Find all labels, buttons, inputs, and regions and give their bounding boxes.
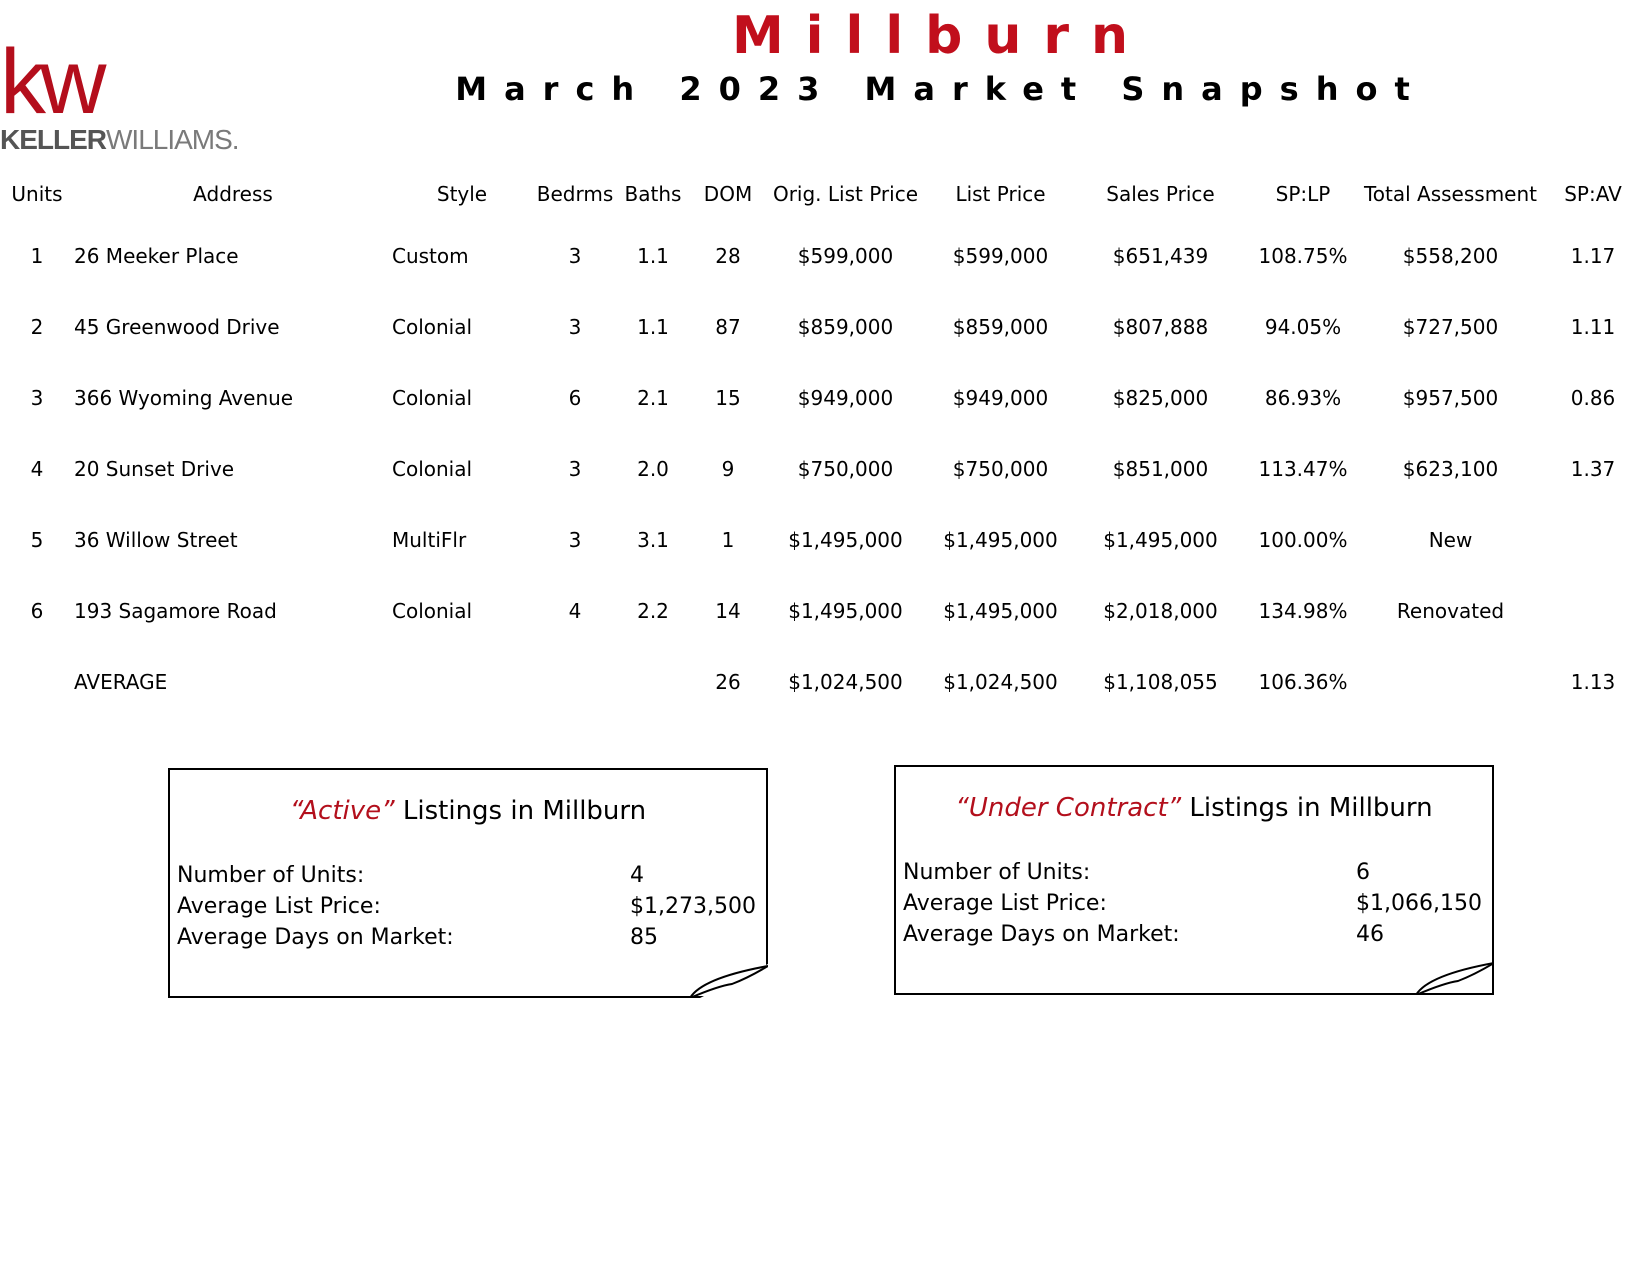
cell-dom: 14 <box>715 598 741 623</box>
stat-value: 46 <box>1356 922 1384 947</box>
cell-sp-av: 0.86 <box>1570 385 1616 410</box>
average-label: AVERAGE <box>74 669 168 694</box>
stat-value: 85 <box>630 925 658 950</box>
cell-total-assessment: $727,500 <box>1402 314 1499 339</box>
active-card-highlight: “Active” <box>289 796 395 826</box>
table-row <box>0 291 1648 362</box>
cell-sp-av <box>1538 575 1648 646</box>
active-listings-card <box>168 768 768 998</box>
under-contract-card-title <box>896 793 1492 823</box>
logo-wordmark <box>0 124 239 156</box>
col-header-address: Address <box>193 182 273 206</box>
cell-address: 366 Wyoming Avenue <box>74 385 294 410</box>
stat-label: Average List Price: <box>177 894 381 919</box>
col-header-list-price: List Price <box>955 182 1046 206</box>
cell-bedrooms: 3 <box>568 243 582 268</box>
cell-dom: 9 <box>721 456 735 481</box>
average-row <box>0 646 1648 717</box>
table-header-row <box>0 168 1648 220</box>
cell-dom: 1 <box>721 527 735 552</box>
stat-label: Number of Units: <box>903 860 1091 885</box>
cell-bedrooms: 3 <box>568 527 582 552</box>
cell-bedrooms: 3 <box>568 314 582 339</box>
cell-bedrooms: 6 <box>568 385 582 410</box>
cell-total-assessment: $957,500 <box>1402 385 1499 410</box>
table-row <box>0 362 1648 433</box>
active-card-title <box>170 796 766 826</box>
cell-style: Colonial <box>392 314 473 339</box>
stat-row <box>177 860 757 891</box>
cell-style: Custom <box>392 243 469 268</box>
cell-sp-lp: 100.00% <box>1258 527 1348 552</box>
under-contract-card-stats <box>903 857 1483 950</box>
cell-dom: 87 <box>715 314 741 339</box>
stat-row <box>903 888 1483 919</box>
col-header-baths: Baths <box>624 182 682 206</box>
stat-row <box>903 857 1483 888</box>
stat-row <box>177 891 757 922</box>
avg-list-price: $1,024,500 <box>943 669 1058 694</box>
cell-style: Colonial <box>392 598 473 623</box>
cell-sp-lp: 108.75% <box>1258 243 1348 268</box>
cell-orig-list-price: $859,000 <box>797 314 894 339</box>
active-card-title-text: Listings in Millburn <box>394 796 647 826</box>
cell-baths: 1.1 <box>637 314 669 339</box>
cell-total-assessment: $558,200 <box>1402 243 1499 268</box>
cell-unit: 2 <box>30 314 44 339</box>
cell-sp-lp: 113.47% <box>1258 456 1348 481</box>
cell-sales-price: $807,888 <box>1112 314 1209 339</box>
avg-orig-list-price: $1,024,500 <box>788 669 903 694</box>
under-contract-card-highlight: “Under Contract” <box>955 793 1182 823</box>
cell-sp-lp: 134.98% <box>1258 598 1348 623</box>
under-contract-listings-card <box>894 765 1494 995</box>
cell-list-price: $599,000 <box>952 243 1049 268</box>
avg-sales-price: $1,108,055 <box>1103 669 1218 694</box>
cell-baths: 1.1 <box>637 243 669 268</box>
page-curl-icon <box>688 964 768 998</box>
cell-orig-list-price: $599,000 <box>797 243 894 268</box>
cell-list-price: $949,000 <box>952 385 1049 410</box>
cell-style: MultiFlr <box>392 527 467 552</box>
cell-baths <box>618 646 688 717</box>
cell-sales-price: $2,018,000 <box>1103 598 1218 623</box>
cell-sp-lp: 94.05% <box>1264 314 1342 339</box>
cell-bedrooms: 3 <box>568 456 582 481</box>
col-header-units: Units <box>11 182 63 206</box>
under-contract-card-title-text: Listings in Millburn <box>1181 793 1433 823</box>
cell-total-assessment: New <box>1428 527 1473 552</box>
cell-list-price: $1,495,000 <box>943 598 1058 623</box>
page-subtitle: March 2023 Market Snapshot <box>455 70 1427 108</box>
stat-value: 6 <box>1356 860 1370 885</box>
sales-table <box>0 168 1648 717</box>
stat-value: 4 <box>630 863 644 888</box>
logo-name-rest: WILLIAMS. <box>106 124 239 155</box>
cell-unit <box>0 646 74 717</box>
cell-unit: 3 <box>30 385 44 410</box>
table-row <box>0 433 1648 504</box>
avg-sp-lp: 106.36% <box>1258 669 1348 694</box>
kw-logo-mark: kw <box>0 31 101 133</box>
cell-baths: 2.1 <box>637 385 669 410</box>
col-header-orig-list-price: Orig. List Price <box>772 182 919 206</box>
col-header-bedrooms: Bedrms <box>536 182 614 206</box>
stat-label: Number of Units: <box>177 863 365 888</box>
cell-list-price: $859,000 <box>952 314 1049 339</box>
cell-style: Colonial <box>392 456 473 481</box>
cell-total-assessment <box>1363 646 1538 717</box>
stat-value: $1,273,500 <box>630 894 756 919</box>
cell-orig-list-price: $1,495,000 <box>788 527 903 552</box>
table-row <box>0 220 1648 291</box>
cell-address: 193 Sagamore Road <box>74 598 277 623</box>
cell-sales-price: $1,495,000 <box>1103 527 1218 552</box>
cell-bedrooms: 4 <box>568 598 582 623</box>
col-header-sp-lp: SP:LP <box>1275 182 1331 206</box>
stat-row <box>177 922 757 953</box>
cell-baths: 2.0 <box>637 456 669 481</box>
cell-list-price: $750,000 <box>952 456 1049 481</box>
col-header-sp-av: SP:AV <box>1564 182 1622 206</box>
col-header-sales-price: Sales Price <box>1106 182 1215 206</box>
stat-label: Average Days on Market: <box>177 925 454 950</box>
cell-sales-price: $651,439 <box>1112 243 1209 268</box>
cell-dom: 28 <box>715 243 741 268</box>
cell-unit: 1 <box>30 243 44 268</box>
avg-dom: 26 <box>715 669 741 694</box>
cell-address: 36 Willow Street <box>74 527 238 552</box>
cell-orig-list-price: $750,000 <box>797 456 894 481</box>
cell-sales-price: $851,000 <box>1112 456 1209 481</box>
cell-address: 26 Meeker Place <box>74 243 239 268</box>
cell-baths: 3.1 <box>637 527 669 552</box>
cell-unit: 4 <box>30 456 44 481</box>
col-header-style: Style <box>436 182 488 206</box>
cell-sales-price: $825,000 <box>1112 385 1209 410</box>
cell-style: Colonial <box>392 385 473 410</box>
cell-sp-av: 1.37 <box>1570 456 1616 481</box>
cell-address: 45 Greenwood Drive <box>74 314 280 339</box>
stat-label: Average Days on Market: <box>903 922 1180 947</box>
cell-list-price: $1,495,000 <box>943 527 1058 552</box>
cell-orig-list-price: $1,495,000 <box>788 598 903 623</box>
stat-row <box>903 919 1483 950</box>
cell-total-assessment: $623,100 <box>1402 456 1499 481</box>
avg-sp-av: 1.13 <box>1570 669 1616 694</box>
cell-dom: 15 <box>715 385 741 410</box>
col-header-dom: DOM <box>703 182 753 206</box>
cell-unit: 6 <box>30 598 44 623</box>
cell-total-assessment: Renovated <box>1396 598 1505 623</box>
cell-sp-av: 1.17 <box>1570 243 1616 268</box>
stat-value: $1,066,150 <box>1356 891 1482 916</box>
cell-sp-lp: 86.93% <box>1264 385 1342 410</box>
cell-bedrooms <box>532 646 618 717</box>
cell-orig-list-price: $949,000 <box>797 385 894 410</box>
logo-name-bold: KELLER <box>0 124 106 155</box>
cell-address: 20 Sunset Drive <box>74 456 235 481</box>
col-header-total-assessment: Total Assessment <box>1363 182 1538 206</box>
cell-sp-av <box>1538 504 1648 575</box>
page-curl-icon <box>1414 961 1494 995</box>
table-row <box>0 575 1648 646</box>
cell-unit: 5 <box>30 527 44 552</box>
stat-label: Average List Price: <box>903 891 1107 916</box>
active-card-stats <box>177 860 757 953</box>
cell-style <box>392 646 532 717</box>
cell-sp-av: 1.11 <box>1570 314 1616 339</box>
table-row <box>0 504 1648 575</box>
page-title: Millburn <box>731 6 1151 66</box>
cell-baths: 2.2 <box>637 598 669 623</box>
